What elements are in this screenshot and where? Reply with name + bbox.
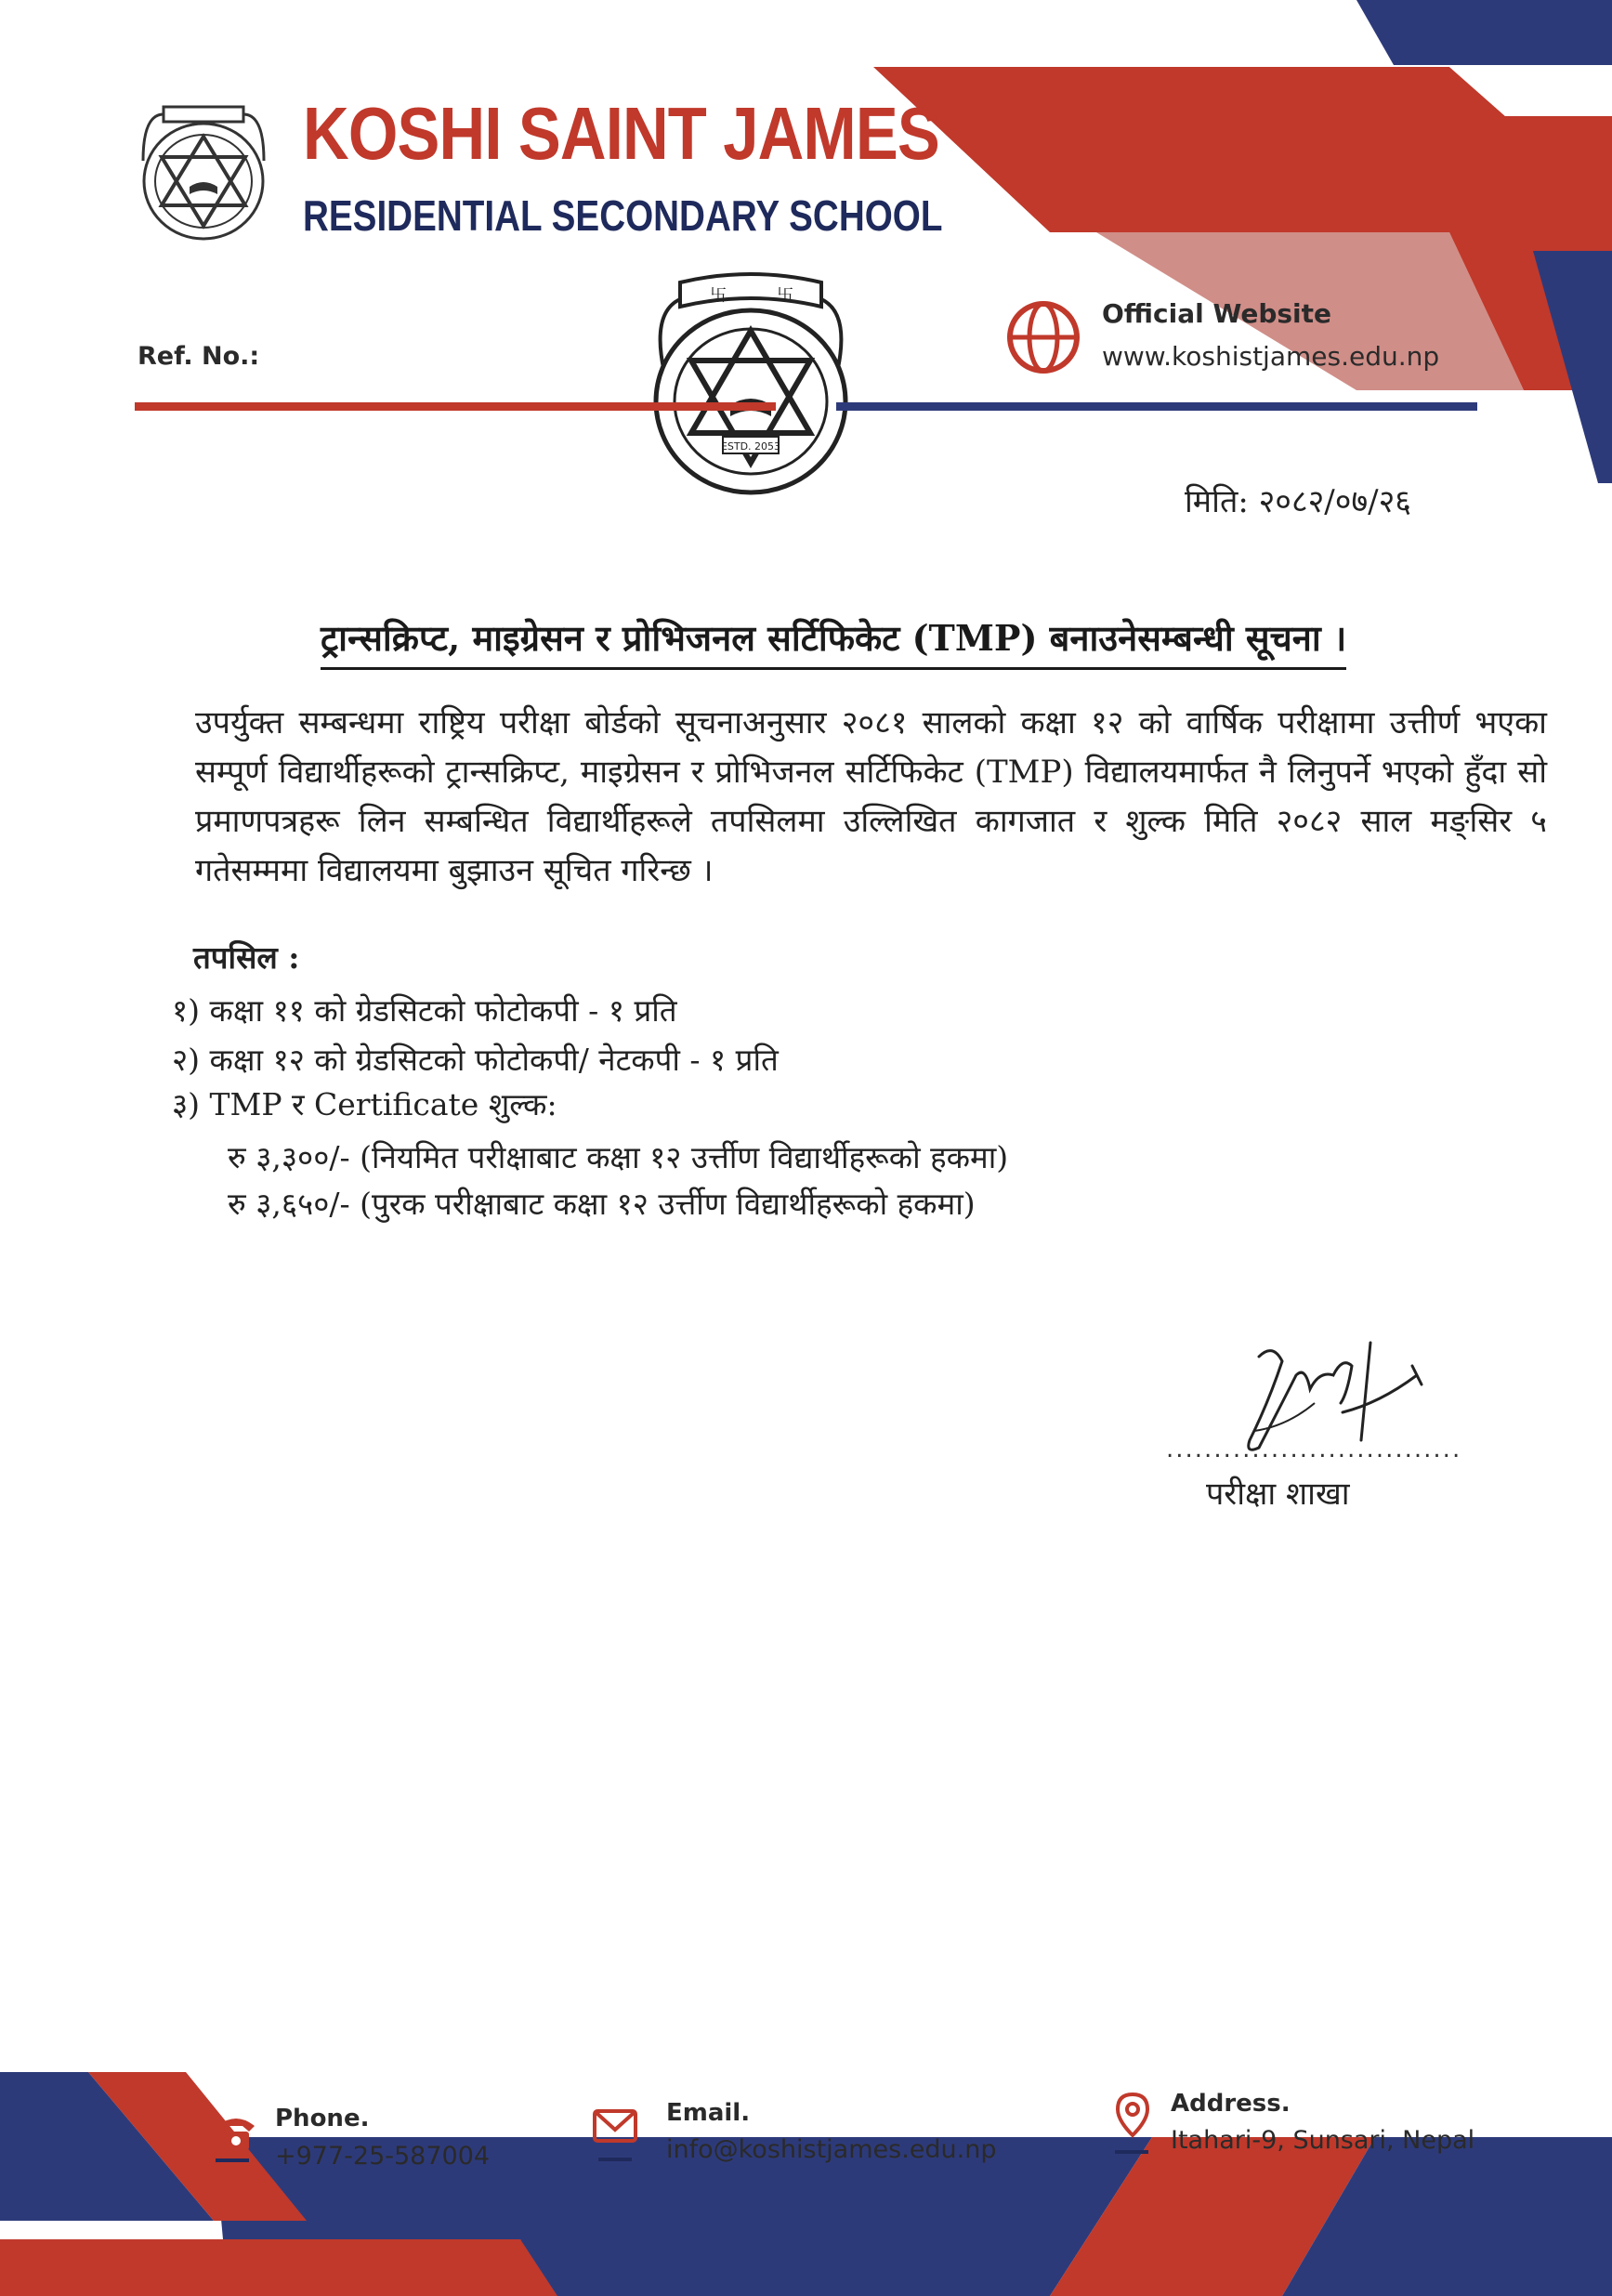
footer-phone-value[interactable]: +977-25-587004 [275, 2142, 491, 2171]
footer-address-label: Address. [1171, 2090, 1291, 2118]
details-item-1: १) कक्षा ११ को ग्रेडसिटको फोटोकपी - १ प्रति [172, 992, 677, 1029]
website-url[interactable]: www.koshistjames.edu.np [1102, 341, 1440, 372]
seal-estd-text: ESTD. 2053 [720, 440, 781, 453]
details-heading: तपसिल : [193, 939, 300, 976]
school-logo-small [136, 96, 271, 244]
location-pin-icon [1108, 2091, 1157, 2139]
footer-address-dash [1115, 2150, 1148, 2154]
svg-text:卐: 卐 [777, 286, 793, 306]
mail-icon [591, 2102, 639, 2150]
website-title: Official Website [1102, 298, 1332, 329]
fee-supplementary: रु ३,६५०/- (पुरक परीक्षाबाट कक्षा १२ उर्त्तीण विद्यार्थीहरूको हकमा) [228, 1186, 976, 1222]
footer-email-label: Email. [666, 2099, 751, 2127]
signature-label: परीक्षा शाखा [1206, 1476, 1350, 1513]
notice-body: उपर्युक्त सम्बन्धमा राष्ट्रिय परीक्षा बोर्डको सूचनाअनुसार २०८१ सालको कक्षा १२ को वार्षिक परीक्षामा उत्तीर्ण भएका सम्पूर्ण विद्यार्थीहरूको ट्रान्सक्रिप्ट, माइग्रेसन र प्रोभिजनल सर्टिफिकेट (TMP) विद्यालयमार्फत नै लिनुपर्ने भएको हुँदा सो प्रमाणपत्रहरू लिन सम्बन्धित विद्यार्थीहरूले तपसिलमा उल्लिखित कागजात र शुल्क मिति २०८२ साल मङ्सिर ५ गतेसम्ममा विद्यालयमा बुझाउन सूचित गरिन्छ । [195, 704, 1547, 889]
notice-title: ट्रान्सक्रिप्ट, माइग्रेसन र प्रोभिजनल सर्टिफिकेट (TMP) बनाउनेसम्बन्धी सूचना । [321, 613, 1346, 670]
header-rule-red [135, 402, 776, 411]
signature-line: ............................... [1166, 1436, 1462, 1463]
reference-number-label: Ref. No.: [138, 342, 260, 371]
school-subtitle: RESIDENTIAL SECONDARY SCHOOL [303, 191, 943, 240]
details-item-2: २) कक्षा १२ को ग्रेडसिटको फोटोकपी/ नेटकपी - १ प्रति [172, 1042, 779, 1078]
globe-icon [1005, 299, 1081, 375]
phone-icon [212, 2107, 260, 2156]
school-seal [643, 266, 858, 500]
footer-phone-dash [216, 2158, 249, 2162]
school-name: KOSHI SAINT JAMES [303, 92, 939, 175]
svg-text:卐: 卐 [710, 286, 727, 306]
notice-date: मिति: २०८२/०७/२६ [1185, 483, 1411, 520]
footer-email-dash [598, 2158, 632, 2161]
fee-regular: रु ३,३००/- (नियमित परीक्षाबाट कक्षा १२ उर्त्तीण विद्यार्थीहरूको हकमा) [228, 1139, 1009, 1175]
footer-email-value[interactable]: info@koshistjames.edu.np [666, 2135, 997, 2164]
header-rule-blue [836, 402, 1477, 411]
footer-phone-label: Phone. [275, 2105, 370, 2132]
details-item-3: ३) TMP र Certificate शुल्क: [172, 1086, 557, 1122]
footer-address-value: Itahari-9, Sunsari, Nepal [1171, 2126, 1475, 2155]
